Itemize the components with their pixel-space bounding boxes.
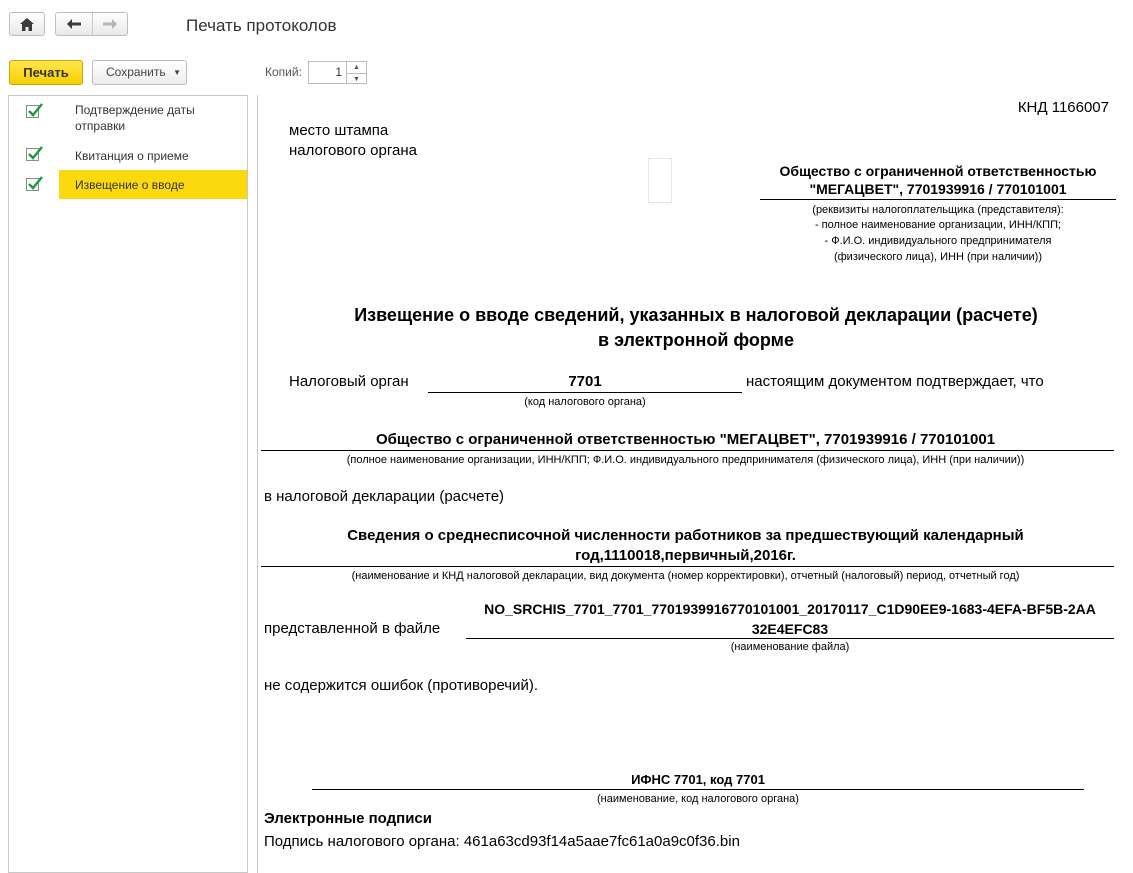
tax-authority-code: 7701 [568,373,602,390]
declaration-name: Сведения о среднесписочной численности работников за предшествующий календарный [347,527,1024,544]
save-button-label: Сохранить [106,65,166,79]
divider [466,638,1114,639]
divider [760,199,1116,200]
list-item[interactable] [9,170,247,199]
divider [261,566,1114,567]
stepper-up-icon[interactable]: ▲ [347,62,366,74]
list-item-label: Подтверждение даты отправки [75,103,195,133]
checkbox[interactable] [26,105,39,118]
checkmark-icon [27,176,43,191]
stamp-label: налогового органа [289,142,417,159]
taxpayer-note: - полное наименование организации, ИНН/КПП; [814,219,1062,231]
list-item[interactable] [9,101,247,137]
taxpayer-note: (реквизиты налогоплательщика (представителя): [812,204,1064,216]
copies-label: Копий: [265,65,302,79]
checkmark-icon [27,146,43,161]
arrow-left-icon [67,19,81,29]
divider [261,450,1114,451]
stamp-label: место штампа [289,122,389,139]
protocol-list [8,95,248,873]
divider [428,392,742,393]
forward-button[interactable] [93,13,127,35]
tax-authority-note: (код налогового органа) [524,396,646,408]
divider [312,789,1084,790]
document-heading: в электронной форме [598,330,794,350]
copies-stepper[interactable] [347,61,367,84]
declaration-label: в налоговой декларации (расчете) [264,488,505,505]
declaration-name: год,1110018,первичный,2016г. [575,547,796,564]
ifns-note: (наименование, код налогового органа) [597,793,799,805]
dropdown-arrow-icon: ▼ [173,68,181,77]
organization-note: (полное наименование организации, ИНН/КПП; Ф.И.О. индивидуального предпринимателя (физического лица), ИНН (при наличии)) [346,454,1025,466]
stepper-down-icon[interactable]: ▼ [353,76,360,83]
declaration-note: (наименование и КНД налоговой декларации, вид документа (номер корректировки), отчетный (налоговый) период, отчетный год) [351,570,1020,582]
file-note: (наименование файла) [730,641,850,653]
list-item-label: Квитанция о приеме [75,149,189,163]
back-forward-buttons [55,12,128,36]
home-button[interactable] [9,12,45,36]
home-icon [20,18,34,31]
taxpayer-note: (физического лица), ИНН (при наличии)) [833,251,1043,263]
tax-authority-tail: настоящим документом подтверждает, что [746,373,1044,390]
checkbox[interactable] [26,148,39,161]
taxpayer-name: Общество с ограниченной ответственностью [779,163,1097,179]
arrow-right-icon [103,19,117,29]
signatures-title: Электронные подписи [264,810,432,827]
stamp-placeholder [648,158,672,203]
no-errors-text: не содержится ошибок (противоречий). [264,677,539,694]
file-name: NO_SRCHIS_7701_7701_770193991677010100​1_20170117_C1D90EE9-1683-4EFA-BF5B-2AA [484,601,1096,617]
document-heading: Извещение о вводе сведений, указанных в налоговой декларации (расчете) [354,305,1038,325]
knd-code: КНД 1166007 [1017,99,1109,116]
tax-authority-label: Налоговый орган [289,373,409,390]
taxpayer-name: "МЕГАЦВЕТ", 7701939916 / 770101001 [809,181,1067,197]
checkmark-icon [27,103,43,118]
document-preview [257,95,1133,873]
file-name: 32E4EFC83 [751,621,829,637]
signature-line: Подпись налогового органа: 461a63cd93f14a5aae7fc61a0a9c0f36.bin [264,833,740,850]
print-button[interactable]: Печать [9,60,83,85]
save-button[interactable] [92,60,187,85]
taxpayer-note: - Ф.И.О. индивидуального предпринимателя [824,235,1052,247]
copies-input[interactable]: 1 [308,61,347,84]
organization-name: Общество с ограниченной ответственностью "МЕГАЦВЕТ", 7701939916 / 770101001 [375,431,996,448]
ifns-name: ИФНС 7701, код 7701 [631,772,765,787]
list-item-label: Извещение о вводе [75,178,185,192]
file-label: представленной в файле [264,620,441,637]
list-item[interactable] [9,144,247,168]
checkbox[interactable] [26,178,39,191]
back-button[interactable] [56,13,93,35]
page-title: Печать протоколов [186,16,337,35]
